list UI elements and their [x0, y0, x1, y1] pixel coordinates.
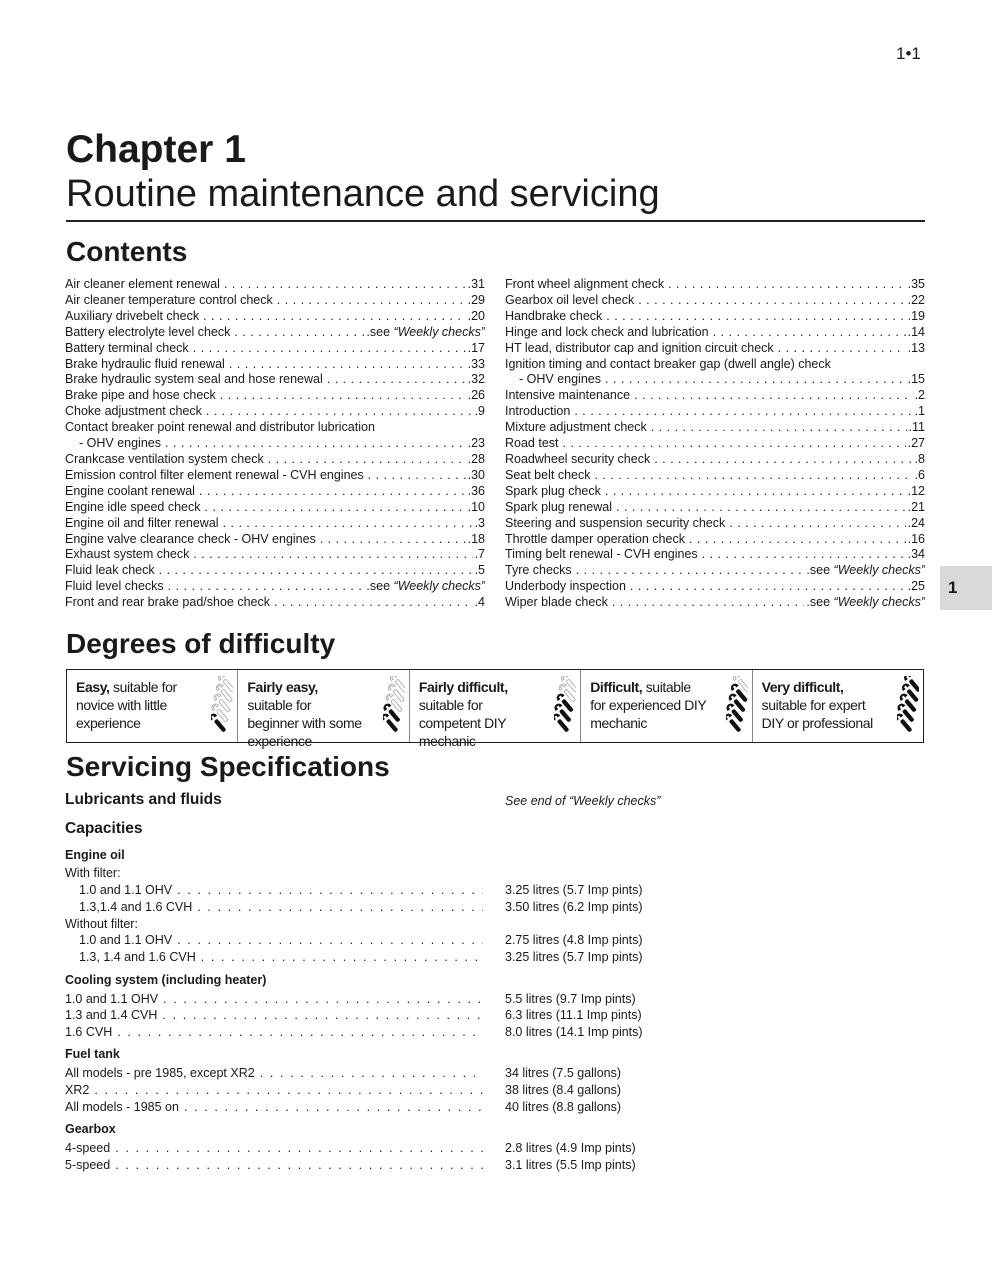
contents-entry-label: Fluid level checks — [65, 579, 164, 594]
spec-row — [65, 1025, 485, 1039]
contents-entry-page — [908, 325, 925, 341]
difficulty-level — [409, 670, 580, 749]
contents-entry-page — [468, 468, 485, 484]
wrench-rating-icon — [383, 676, 405, 736]
contents-entry-page — [915, 468, 925, 484]
contents-entry-label: - OHV engines — [519, 372, 601, 387]
page-ref: .6 — [914, 467, 925, 482]
contents-entry — [505, 277, 925, 293]
leader-dots — [654, 452, 912, 468]
contents-entry-page — [468, 532, 485, 548]
page-ref: .21 — [907, 499, 925, 514]
spec-value: 34 litres (7.5 gallons) — [505, 1066, 622, 1080]
leader-dots — [234, 325, 364, 341]
difficulty-description — [590, 678, 708, 732]
chapter-side-tab: 1 — [940, 566, 992, 610]
page-ref: .10 — [467, 499, 485, 514]
chapter-subtitle: Routine maintenance and servicing — [66, 173, 660, 215]
spec-row — [79, 883, 485, 897]
page-ref: .24 — [907, 515, 925, 530]
contents-entry — [65, 563, 485, 579]
contents-entry-page — [908, 532, 925, 548]
page-ref: .34 — [907, 547, 925, 562]
leader-dots — [612, 595, 805, 611]
contents-entry-page — [915, 388, 925, 404]
page-ref: .see — [806, 595, 834, 610]
contents-entry — [65, 579, 485, 595]
spec-value: 38 litres (8.4 gallons) — [505, 1083, 622, 1097]
spec-row — [79, 900, 485, 914]
wrench-rating-icon — [211, 676, 233, 736]
leader-dots — [159, 563, 473, 579]
leader-dots — [220, 388, 466, 404]
spec-label: 1.0 and 1.1 OHV — [79, 933, 173, 947]
contents-entry-page — [468, 484, 485, 500]
cooling-label: Cooling system (including heater) — [65, 973, 267, 987]
contents-entry-label: Air cleaner temperature control check — [65, 292, 273, 307]
leader-dots — [206, 404, 473, 420]
contents-entry-page — [915, 452, 925, 468]
spec-row — [65, 992, 485, 1006]
contents-entry — [65, 595, 485, 611]
see-reference: “Weekly checks” — [833, 595, 925, 610]
leader-dots — [229, 357, 466, 373]
contents-entry — [65, 293, 485, 309]
contents-entry-page — [475, 563, 485, 579]
contents-entry — [505, 532, 925, 548]
leader-dots — [184, 1100, 483, 1114]
contents-heading: Contents — [66, 236, 188, 267]
leader-dots — [689, 532, 906, 548]
leader-dots — [320, 532, 466, 548]
page-ref: .12 — [907, 483, 925, 498]
chapter-title: Chapter 1 — [66, 128, 246, 171]
leader-dots — [162, 1008, 483, 1022]
difficulty-heading: Degrees of difficulty — [66, 628, 336, 659]
leader-dots — [94, 1083, 483, 1097]
leader-dots — [605, 484, 906, 500]
contents-entry-page — [908, 341, 925, 357]
spec-value: 6.3 litres (11.1 Imp pints) — [505, 1008, 642, 1022]
leader-dots — [634, 388, 912, 404]
contents-entry-page — [468, 357, 485, 373]
page-ref: .26 — [467, 388, 485, 403]
leader-dots — [594, 468, 912, 484]
contents-entry-page — [908, 547, 925, 563]
page-ref: .31 — [467, 277, 485, 291]
contents-entry-page — [908, 436, 925, 452]
spec-value: 3.25 litres (5.7 Imp pints) — [505, 883, 643, 897]
difficulty-level-name: Difficult, — [590, 679, 643, 695]
difficulty-description — [247, 678, 365, 750]
page-ref: .19 — [907, 308, 925, 323]
contents-entry-label: Choke adjustment check — [65, 404, 202, 419]
page-ref: .27 — [907, 436, 925, 451]
spec-row — [65, 1158, 485, 1172]
difficulty-level — [237, 670, 408, 749]
contents-entry — [65, 277, 485, 293]
contents-entry-label: Engine oil and filter renewal — [65, 515, 219, 530]
leader-dots — [205, 500, 466, 516]
page-ref: .25 — [907, 579, 925, 594]
contents-entry-label: Brake hydraulic fluid renewal — [65, 356, 225, 371]
leader-dots — [630, 579, 906, 595]
contents-entry-label: Roadwheel security check — [505, 451, 651, 466]
contents-entry — [505, 516, 925, 532]
contents-entry-page — [475, 404, 485, 420]
contents-entry — [505, 595, 925, 611]
spec-row — [65, 1100, 485, 1114]
page-ref: .20 — [467, 308, 485, 323]
contents-entry — [65, 532, 485, 548]
contents-entry — [505, 420, 925, 436]
difficulty-description — [762, 678, 880, 732]
spec-value: 5.5 litres (9.7 Imp pints) — [505, 992, 636, 1006]
contents-entry-label: Engine idle speed check — [65, 499, 201, 514]
contents-entry-label: - OHV engines — [79, 436, 161, 451]
wrench-rating-icon — [897, 676, 919, 736]
title-rule — [66, 220, 925, 222]
page-ref: .3 — [474, 515, 485, 530]
lubricants-label: Lubricants and fluids — [65, 791, 222, 808]
leader-dots — [199, 484, 466, 500]
page-ref: .18 — [467, 531, 485, 546]
contents-entry-label: Timing belt renewal - CVH engines — [505, 547, 698, 562]
contents-entry-page — [468, 293, 485, 309]
contents-entry-page — [468, 388, 485, 404]
contents-entry-page — [908, 500, 925, 516]
page-ref: .7 — [474, 547, 485, 562]
spec-row — [65, 1066, 485, 1080]
contents-entry-label: Emission control filter element renewal - CVH engines — [65, 467, 364, 482]
contents-entry-page — [366, 579, 485, 595]
wrench-rating-icon — [726, 676, 748, 736]
contents-right-column — [505, 277, 925, 611]
difficulty-level-text: suitable for competent DIY mechanic — [418, 697, 506, 749]
spec-value: 2.8 litres (4.9 Imp pints) — [505, 1141, 636, 1155]
contents-entry — [65, 388, 485, 404]
leader-dots — [177, 933, 483, 947]
contents-entry — [65, 325, 485, 341]
difficulty-level-name: Fairly difficult, — [418, 679, 508, 695]
contents-entry-label: Engine coolant renewal — [65, 483, 195, 498]
leader-dots — [368, 468, 466, 484]
contents-entry-label: Spark plug renewal — [505, 499, 613, 514]
contents-entry-page — [908, 579, 925, 595]
leader-dots — [576, 563, 805, 579]
leader-dots — [117, 1025, 483, 1039]
contents-entry-label: Battery electrolyte level check — [65, 324, 231, 339]
page-ref: .30 — [467, 467, 485, 482]
contents-entry-label: Front wheel alignment check — [505, 277, 665, 291]
contents-entry — [505, 404, 925, 420]
page-ref: .33 — [467, 356, 485, 371]
difficulty-table — [66, 669, 924, 749]
spec-label: 5-speed — [65, 1158, 111, 1172]
difficulty-level-text: suitable for novice with little experience — [76, 679, 177, 731]
contents-entry: Contact breaker point renewal and distributor lubrication — [65, 420, 375, 435]
contents-entry-page — [908, 293, 925, 309]
contents-entry — [65, 357, 485, 373]
leader-dots — [713, 325, 906, 341]
contents-entry-label: HT lead, distributor cap and ignition circuit check — [505, 340, 774, 355]
contents-entry-label: Road test — [505, 436, 559, 451]
contents-entry-label: Wiper blade check — [505, 595, 608, 610]
contents-entry-label: Steering and suspension security check — [505, 515, 726, 530]
contents-entry — [505, 341, 925, 357]
page-ref: .5 — [474, 563, 485, 578]
page-ref: .9 — [474, 404, 485, 419]
gearbox-label: Gearbox — [65, 1122, 116, 1136]
difficulty-level-text: suitable for expert DIY or professional — [761, 697, 873, 731]
without-filter-label: Without filter: — [65, 917, 138, 931]
leader-dots — [616, 500, 906, 516]
contents-entry-page — [908, 309, 925, 325]
contents-entry-page — [475, 547, 485, 563]
page-ref: .11 — [908, 420, 925, 435]
contents-entry — [65, 309, 485, 325]
contents-entry-label: Mixture adjustment check — [505, 420, 647, 435]
leader-dots — [606, 309, 905, 325]
difficulty-level-name: Very difficult, — [761, 679, 844, 695]
leader-dots — [197, 900, 483, 914]
leader-dots — [778, 341, 906, 357]
engine-oil-label: Engine oil — [65, 848, 125, 862]
fuel-label: Fuel tank — [65, 1047, 120, 1061]
spec-label: All models - pre 1985, except XR2 — [65, 1066, 255, 1080]
contents-entry — [505, 484, 925, 500]
leader-dots — [605, 372, 906, 388]
contents-entry — [65, 547, 485, 563]
contents-entry-label: Handbrake check — [505, 308, 603, 323]
contents-entry-page — [806, 563, 925, 579]
wrench-rating-icon — [554, 676, 576, 736]
contents-entry-label: Front and rear brake pad/shoe check — [65, 595, 270, 610]
leader-dots — [651, 420, 907, 436]
contents-entry — [65, 404, 485, 420]
contents-entry — [65, 436, 485, 452]
contents-entry-page — [468, 500, 485, 516]
contents-left-column — [65, 277, 485, 611]
spec-row — [65, 1008, 485, 1022]
spec-value: 8.0 litres (14.1 Imp pints) — [505, 1025, 643, 1039]
spec-value: 2.75 litres (4.8 Imp pints) — [505, 933, 643, 947]
contents-entry-label: Seat belt check — [505, 467, 591, 482]
difficulty-description — [419, 678, 537, 750]
leader-dots — [224, 277, 466, 293]
contents-entry-label: Hinge and lock check and lubrication — [505, 324, 709, 339]
contents-entry-page — [468, 372, 485, 388]
contents-entry — [65, 484, 485, 500]
contents-entry — [505, 388, 925, 404]
contents-entry-page — [908, 372, 925, 388]
contents-entry-label: Exhaust system check — [65, 547, 190, 562]
contents-entry-label: Gearbox oil level check — [505, 292, 635, 307]
spec-label: 4-speed — [65, 1141, 111, 1155]
difficulty-level — [752, 670, 923, 742]
contents-entry — [505, 436, 925, 452]
spec-label: 1.6 CVH — [65, 1025, 113, 1039]
leader-dots — [201, 950, 483, 964]
contents-entry-page — [475, 516, 485, 532]
leader-dots — [327, 372, 466, 388]
spec-label: 1.3, 1.4 and 1.6 CVH — [79, 950, 196, 964]
leader-dots — [203, 309, 466, 325]
specs-heading: Servicing Specifications — [66, 751, 390, 782]
page-ref: .13 — [907, 340, 925, 355]
page-ref: .36 — [467, 483, 485, 498]
difficulty-level-text: suitable for experienced DIY mechanic — [590, 679, 707, 731]
spec-row — [79, 933, 485, 947]
page-ref: .14 — [907, 324, 925, 339]
leader-dots — [268, 452, 466, 468]
difficulty-level — [67, 670, 237, 742]
contents-entry-label: Brake hydraulic system seal and hose renewal — [65, 372, 323, 387]
contents-entry: Ignition timing and contact breaker gap (dwell angle) check — [505, 356, 831, 371]
spec-value: 3.50 litres (6.2 Imp pints) — [505, 900, 643, 914]
contents-entry-label: Battery terminal check — [65, 340, 189, 355]
leader-dots — [638, 293, 905, 309]
contents-entry-page — [908, 484, 925, 500]
leader-dots — [165, 436, 466, 452]
contents-entry-label: Underbody inspection — [505, 579, 626, 594]
contents-entry — [505, 547, 925, 563]
contents-entry — [65, 372, 485, 388]
spec-label: All models - 1985 on — [65, 1100, 179, 1114]
page-ref: .15 — [907, 372, 925, 387]
spec-label: 1.3 and 1.4 CVH — [65, 1008, 158, 1022]
page-ref: .29 — [467, 292, 485, 307]
contents-entry-page — [915, 404, 925, 420]
contents-entry-page — [468, 452, 485, 468]
contents-entry — [505, 500, 925, 516]
contents-entry-page — [468, 309, 485, 325]
contents-entry — [65, 516, 485, 532]
leader-dots — [274, 595, 473, 611]
contents-entry-page — [908, 277, 925, 293]
leader-dots — [177, 883, 483, 897]
page-ref: .17 — [467, 340, 485, 355]
contents-entry-page — [908, 516, 925, 532]
leader-dots — [193, 341, 466, 357]
contents-entry-label: Introduction — [505, 404, 571, 419]
page-ref: .28 — [467, 451, 485, 466]
with-filter-label: With filter: — [65, 866, 121, 880]
contents-entry-page — [806, 595, 925, 611]
contents-entry — [505, 563, 925, 579]
contents-entry-page — [468, 341, 485, 357]
difficulty-level-name: Fairly easy, — [247, 679, 318, 695]
contents-entry-label: Auxiliary drivebelt check — [65, 308, 200, 323]
page-ref: .23 — [467, 436, 485, 451]
contents-entry — [505, 579, 925, 595]
spec-value: 3.1 litres (5.5 Imp pints) — [505, 1158, 636, 1172]
difficulty-level-text: suitable for beginner with some experience — [247, 697, 362, 749]
spec-label: 1.0 and 1.1 OHV — [65, 992, 159, 1006]
contents-entry-label: Spark plug check — [505, 483, 601, 498]
difficulty-description — [76, 678, 194, 732]
contents-entry — [505, 372, 925, 388]
see-reference: “Weekly checks” — [833, 563, 925, 578]
spec-label: XR2 — [65, 1083, 90, 1097]
spec-value: 3.25 litres (5.7 Imp pints) — [505, 950, 643, 964]
leader-dots — [168, 579, 365, 595]
leader-dots — [668, 277, 906, 293]
leader-dots — [163, 992, 483, 1006]
difficulty-level-name: Easy, — [76, 679, 110, 695]
page-number: 1•1 — [896, 44, 921, 63]
page-ref: .see — [806, 563, 834, 578]
lubricants-value: See end of “Weekly checks” — [505, 794, 661, 808]
leader-dots — [223, 516, 473, 532]
contents-entry-label: Brake pipe and hose check — [65, 388, 216, 403]
leader-dots — [115, 1141, 483, 1155]
contents-entry — [505, 452, 925, 468]
difficulty-level — [580, 670, 751, 742]
contents-entry-page — [909, 420, 925, 436]
page-ref: .see — [366, 324, 394, 339]
contents-entry-label: Air cleaner element renewal — [65, 277, 220, 291]
contents-entry-label: Tyre checks — [505, 563, 572, 578]
leader-dots — [260, 1066, 483, 1080]
contents-entry-label: Intensive maintenance — [505, 388, 631, 403]
spec-label: 1.3,1.4 and 1.6 CVH — [79, 900, 193, 914]
contents-entry-label: Fluid leak check — [65, 563, 155, 578]
leader-dots — [115, 1158, 483, 1172]
leader-dots — [277, 293, 466, 309]
contents-entry-page — [366, 325, 485, 341]
page-ref: .8 — [914, 451, 925, 466]
page-ref: .see — [366, 579, 394, 594]
contents-entry — [65, 452, 485, 468]
contents-entry-page — [468, 436, 485, 452]
contents-entry-label: Throttle damper operation check — [505, 531, 685, 546]
contents-entry — [505, 325, 925, 341]
see-reference: “Weekly checks” — [393, 324, 485, 339]
spec-row — [79, 950, 485, 964]
contents-entry — [65, 500, 485, 516]
contents-entry — [505, 468, 925, 484]
spec-row — [65, 1083, 485, 1097]
contents-entry-label: Crankcase ventilation system check — [65, 451, 264, 466]
contents-entry — [505, 293, 925, 309]
contents-entry — [65, 468, 485, 484]
page-ref: .4 — [474, 595, 485, 610]
leader-dots — [574, 404, 912, 420]
page-ref: .1 — [914, 404, 925, 419]
leader-dots — [563, 436, 906, 452]
spec-row — [65, 1141, 485, 1155]
contents-entry-page — [475, 595, 485, 611]
leader-dots — [729, 516, 905, 532]
spec-label: 1.0 and 1.1 OHV — [79, 883, 173, 897]
contents-entry — [65, 341, 485, 357]
leader-dots — [193, 547, 472, 563]
contents-entry-page — [468, 277, 485, 293]
page-ref: .2 — [914, 388, 925, 403]
page-ref: .16 — [907, 531, 925, 546]
page-ref: .32 — [467, 372, 485, 387]
contents-entry-label: Engine valve clearance check - OHV engines — [65, 531, 316, 546]
leader-dots — [702, 547, 906, 563]
contents-entry — [505, 309, 925, 325]
spec-value: 40 litres (8.8 gallons) — [505, 1100, 622, 1114]
capacities-label: Capacities — [65, 820, 143, 837]
see-reference: “Weekly checks” — [393, 579, 485, 594]
page-ref: .22 — [907, 292, 925, 307]
page-ref: .35 — [907, 277, 925, 291]
